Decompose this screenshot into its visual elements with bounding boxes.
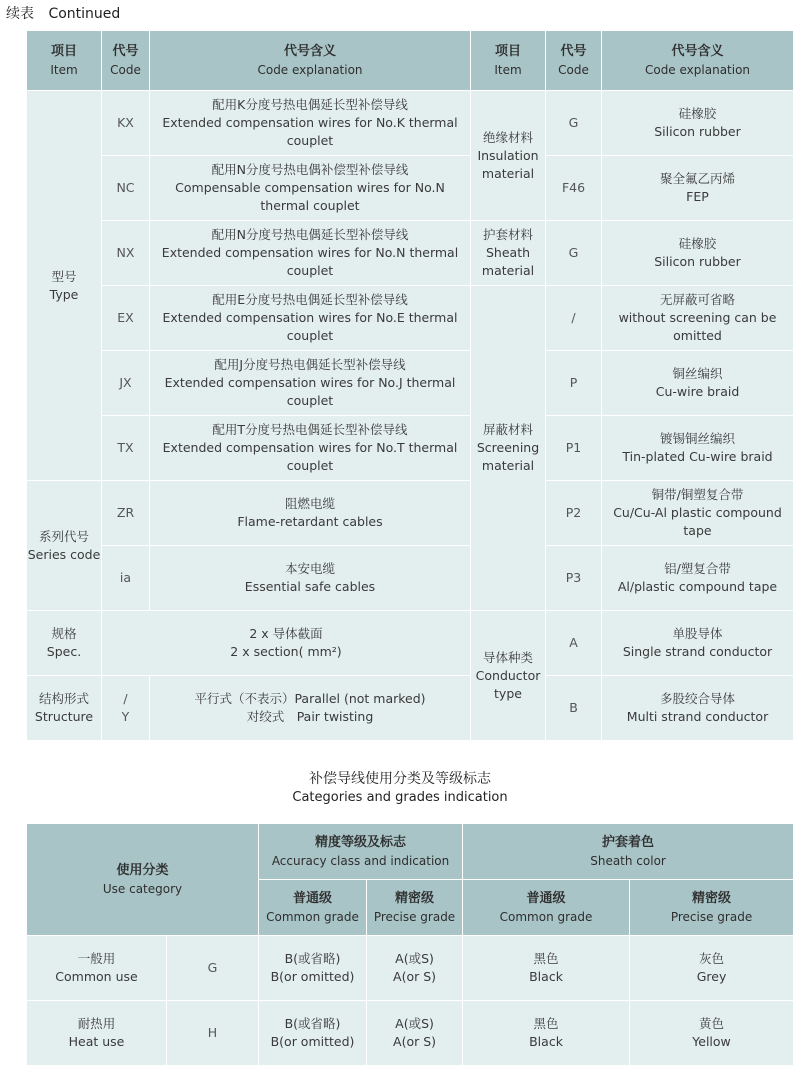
code-cell: G bbox=[546, 91, 602, 156]
code-cell: ZR bbox=[102, 481, 150, 546]
code-cell: / Y bbox=[102, 676, 150, 741]
table-row bbox=[27, 286, 794, 351]
header-use-category: 使用分类 Use category bbox=[27, 824, 259, 936]
header-item-right: 项目 Item bbox=[471, 31, 546, 91]
table-row bbox=[27, 91, 794, 156]
table-row bbox=[27, 676, 794, 741]
code-cell: P3 bbox=[546, 546, 602, 611]
explanation-cell: 配用J分度号热电偶延长型补偿导线 Extended compensation wires for No.J thermal couplet bbox=[150, 351, 471, 416]
code-cell: KX bbox=[102, 91, 150, 156]
explanation-cell: 配用N分度号热电偶补偿型补偿导线 Compensable compensation wires for No.N thermal couplet bbox=[150, 156, 471, 221]
explanation-cell: 铜带/铜塑复合带 Cu/Cu-Al plastic compound tape bbox=[602, 481, 794, 546]
table-row bbox=[27, 1001, 794, 1066]
code-cell: F46 bbox=[546, 156, 602, 221]
item-series: 系列代号 Series code bbox=[27, 481, 102, 611]
item-insulation: 绝缘材料 Insulation material bbox=[471, 91, 546, 221]
color-common-cell: 黑色 Black bbox=[463, 1001, 630, 1066]
item-type: 型号 Type bbox=[27, 91, 102, 481]
code-explanation-table bbox=[26, 30, 794, 741]
code-cell: JX bbox=[102, 351, 150, 416]
accuracy-precise-cell: A(或S) A(or S) bbox=[367, 936, 463, 1001]
accuracy-precise-cell: A(或S) A(or S) bbox=[367, 1001, 463, 1066]
table-row bbox=[27, 546, 794, 611]
table-row bbox=[27, 221, 794, 286]
code-cell: A bbox=[546, 611, 602, 676]
accuracy-common-cell: B(或省略) B(or omitted) bbox=[259, 1001, 367, 1066]
code-cell: NX bbox=[102, 221, 150, 286]
table-header-row bbox=[27, 31, 794, 91]
table-caption bbox=[6, 3, 120, 23]
code-cell: B bbox=[546, 676, 602, 741]
header-accuracy: 精度等级及标志 Accuracy class and indication bbox=[259, 824, 463, 880]
explanation-cell: 铝/塑复合带 Al/plastic compound tape bbox=[602, 546, 794, 611]
use-cell: 耐热用 Heat use bbox=[27, 1001, 167, 1066]
header-code: 代号 Code bbox=[102, 31, 150, 91]
item-conductor: 导体种类 Conductor type bbox=[471, 611, 546, 741]
code-cell: P bbox=[546, 351, 602, 416]
accuracy-common-cell: B(或省略) B(or omitted) bbox=[259, 936, 367, 1001]
header-color-precise: 精密级 Precise grade bbox=[630, 880, 794, 936]
use-category-table bbox=[26, 823, 794, 1066]
code-cell: P2 bbox=[546, 481, 602, 546]
table-row bbox=[27, 481, 794, 546]
explanation-cell: 镀锡铜丝编织 Tin-plated Cu-wire braid bbox=[602, 416, 794, 481]
explanation-cell: 聚全氟乙丙烯 FEP bbox=[602, 156, 794, 221]
section-title-en: Categories and grades indication bbox=[292, 790, 508, 805]
code-cell: P1 bbox=[546, 416, 602, 481]
code-cell: / bbox=[546, 286, 602, 351]
explanation-cell: 硅橡胶 Silicon rubber bbox=[602, 221, 794, 286]
table-header-row bbox=[27, 824, 794, 880]
header-explanation-right: 代号含义 Code explanation bbox=[602, 31, 794, 91]
header-color-common: 普通级 Common grade bbox=[463, 880, 630, 936]
item-structure: 结构形式 Structure bbox=[27, 676, 102, 741]
explanation-cell: 配用E分度号热电偶延长型补偿导线 Extended compensation wires for No.E thermal couplet bbox=[150, 286, 471, 351]
caption-zh: 续表 bbox=[6, 6, 34, 22]
explanation-cell: 配用N分度号热电偶延长型补偿导线 Extended compensation wires for No.N thermal couplet bbox=[150, 221, 471, 286]
explanation-cell: 配用T分度号热电偶延长型补偿导线 Extended compensation wires for No.T thermal couplet bbox=[150, 416, 471, 481]
use-cell: 一般用 Common use bbox=[27, 936, 167, 1001]
color-precise-cell: 灰色 Grey bbox=[630, 936, 794, 1001]
table-row bbox=[27, 156, 794, 221]
explanation-cell: 多股绞合导体 Multi strand conductor bbox=[602, 676, 794, 741]
explanation-cell: 无屏蔽可省略 without screening can be omitted bbox=[602, 286, 794, 351]
section-title-zh: 补偿导线使用分类及等级标志 bbox=[309, 771, 491, 787]
header-item: 项目 Item bbox=[27, 31, 102, 91]
code-cell: NC bbox=[102, 156, 150, 221]
table-row bbox=[27, 416, 794, 481]
item-spec: 规格 Spec. bbox=[27, 611, 102, 676]
explanation-cell: 配用K分度号热电偶延长型补偿导线 Extended compensation wires for No.K thermal couplet bbox=[150, 91, 471, 156]
color-precise-cell: 黄色 Yellow bbox=[630, 1001, 794, 1066]
color-common-cell: 黑色 Black bbox=[463, 936, 630, 1001]
table-row bbox=[27, 936, 794, 1001]
header-sheath-color: 护套着色 Sheath color bbox=[463, 824, 794, 880]
explanation-cell: 2 x 导体截面 2 x section( mm²) bbox=[102, 611, 471, 676]
code-cell: H bbox=[167, 1001, 259, 1066]
code-cell: G bbox=[167, 936, 259, 1001]
code-cell: EX bbox=[102, 286, 150, 351]
caption-en: Continued bbox=[48, 6, 121, 22]
table-row bbox=[27, 611, 794, 676]
explanation-cell: 本安电缆 Essential safe cables bbox=[150, 546, 471, 611]
code-cell: G bbox=[546, 221, 602, 286]
header-accuracy-common: 普通级 Common grade bbox=[259, 880, 367, 936]
item-sheath: 护套材料 Sheath material bbox=[471, 221, 546, 286]
explanation-cell: 铜丝编织 Cu-wire braid bbox=[602, 351, 794, 416]
explanation-cell: 阻燃电缆 Flame-retardant cables bbox=[150, 481, 471, 546]
header-code-right: 代号 Code bbox=[546, 31, 602, 91]
code-cell: ia bbox=[102, 546, 150, 611]
table-row bbox=[27, 351, 794, 416]
header-explanation: 代号含义 Code explanation bbox=[150, 31, 471, 91]
explanation-cell: 单股导体 Single strand conductor bbox=[602, 611, 794, 676]
header-accuracy-precise: 精密级 Precise grade bbox=[367, 880, 463, 936]
explanation-cell: 硅橡胶 Silicon rubber bbox=[602, 91, 794, 156]
explanation-cell: 平行式（不表示）Parallel (not marked) 对绞式 Pair twisting bbox=[150, 676, 471, 741]
code-cell: TX bbox=[102, 416, 150, 481]
item-screening: 屏蔽材料 Screening material bbox=[471, 286, 546, 611]
